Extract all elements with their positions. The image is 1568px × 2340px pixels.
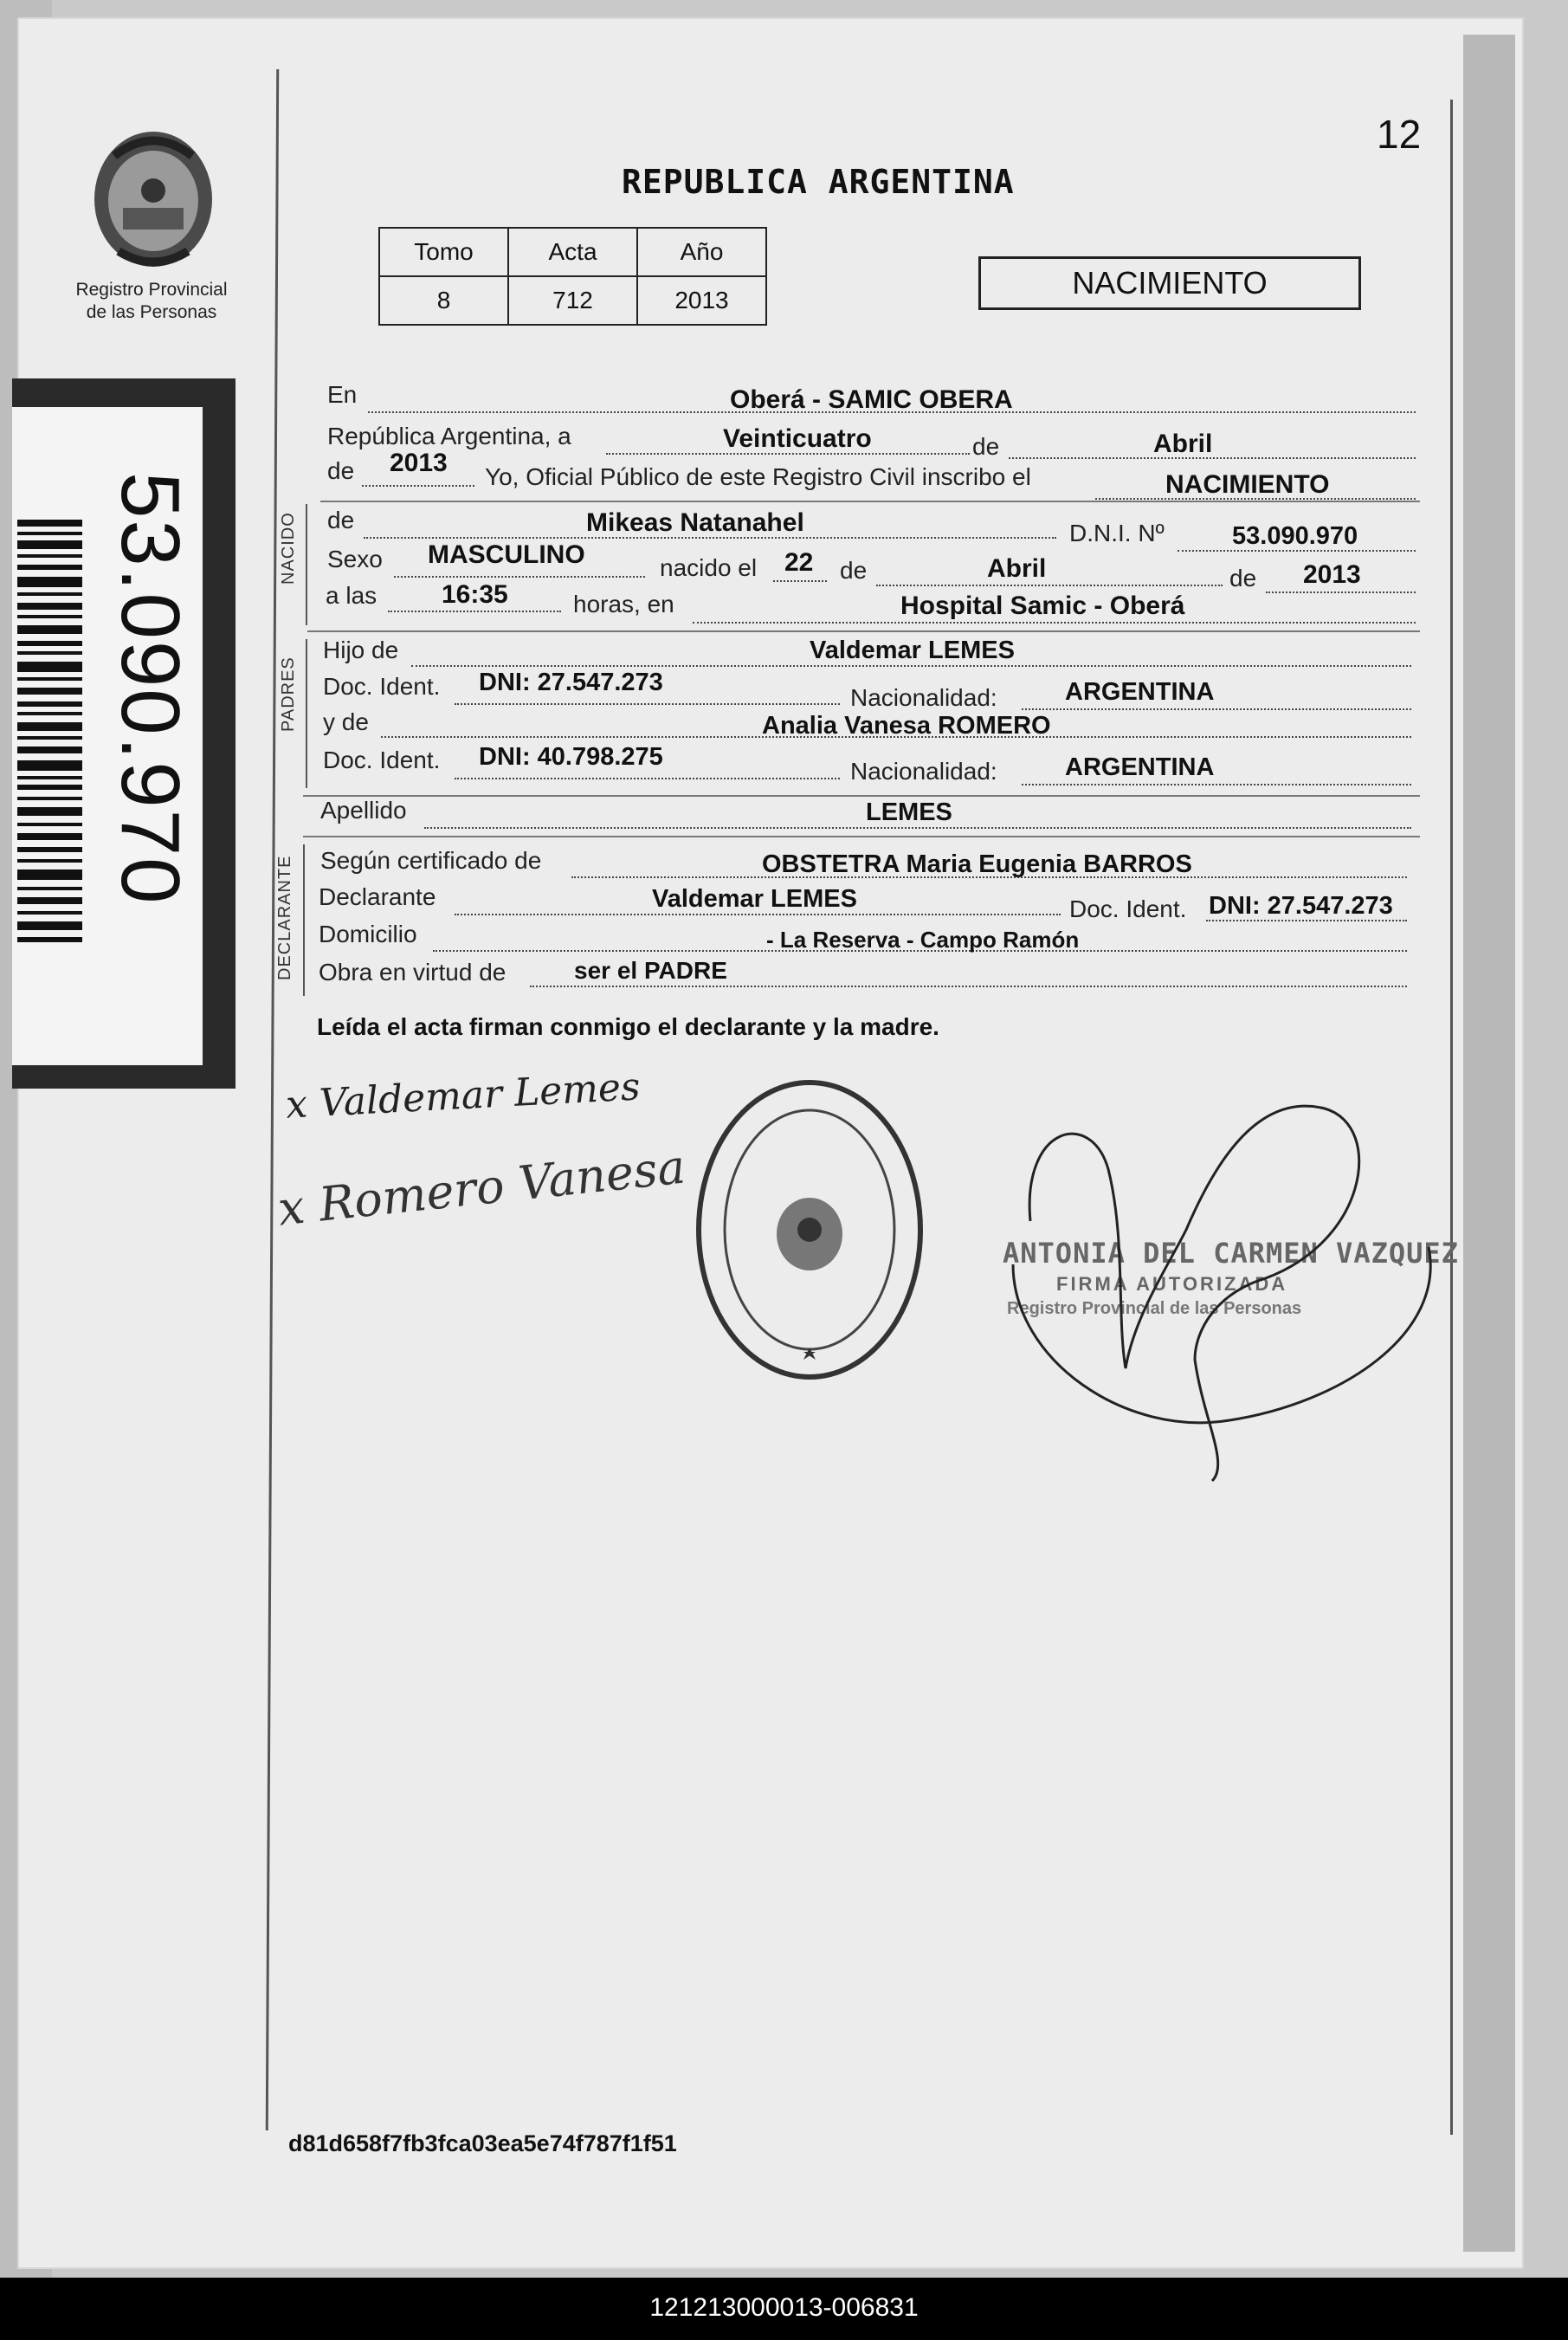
barcode-number: 53.090.970 — [104, 472, 197, 906]
fill-line — [388, 611, 561, 612]
value-sexo: MASCULINO — [428, 540, 585, 569]
label-doc-ident3: Doc. Ident. — [1069, 895, 1187, 922]
label-republica: República Argentina, a — [327, 423, 571, 449]
side-label-nacido: NACIDO — [279, 512, 298, 585]
value-lugar-nac: Hospital Samic - Oberá — [900, 591, 1185, 620]
label-de2: de — [840, 557, 868, 584]
record-table-header: Año — [637, 228, 766, 276]
label-de3: de — [1229, 565, 1257, 591]
value-certificado: OBSTETRA Maria Eugenia BARROS — [762, 850, 1192, 878]
label-apellido: Apellido — [320, 797, 407, 824]
value-anio: 2013 — [390, 449, 448, 477]
value-nombre: Mikeas Natanahel — [586, 508, 804, 537]
fill-line — [411, 665, 1411, 667]
value-declarante-doc: DNI: 27.547.273 — [1209, 892, 1393, 920]
label-oficial: Yo, Oficial Público de este Registro Civil inscribo el — [485, 463, 1031, 490]
fill-line — [1022, 708, 1411, 710]
label-en: En — [327, 381, 358, 408]
label-segun: Según certificado de — [320, 847, 542, 874]
record-table — [378, 227, 767, 326]
signature-declarante: x Valdemar Lemes — [284, 1064, 642, 1128]
side-label-padres: PADRES — [279, 656, 298, 732]
label-nacionalidad2: Nacionalidad: — [850, 758, 997, 785]
value-declarante: Valdemar LEMES — [652, 885, 857, 913]
value-tipo: NACIMIENTO — [1165, 470, 1330, 499]
value-anio-nac: 2013 — [1303, 560, 1361, 589]
fill-line — [773, 580, 827, 582]
value-dia-nac: 22 — [784, 548, 814, 577]
label-declarante: Declarante — [319, 883, 436, 910]
value-mes: Abril — [1153, 430, 1213, 458]
official-org: Registro Provincial de las Personas — [1007, 1299, 1302, 1318]
registry-name-line2: de las Personas — [86, 302, 217, 322]
divider — [303, 836, 1420, 837]
value-hora: 16:35 — [442, 580, 508, 609]
registry-name-line1: Registro Provincial — [75, 280, 228, 300]
official-signature — [996, 1074, 1446, 1490]
value-padre-doc: DNI: 27.547.273 — [479, 669, 663, 696]
value-mes-nac: Abril — [987, 554, 1047, 583]
label-nacido-el: nacido el — [660, 554, 758, 581]
value-padre-nac: ARGENTINA — [1065, 678, 1215, 706]
label-horas-en: horas, en — [573, 591, 674, 617]
fill-line — [1266, 591, 1416, 593]
registry-stamp-icon — [693, 1074, 926, 1386]
page-right-edge — [1463, 35, 1515, 2252]
fill-line — [455, 778, 840, 779]
value-lugar: Oberá - SAMIC OBERA — [730, 385, 1013, 414]
label-obra: Obra en virtud de — [319, 959, 507, 986]
page-number: 12 — [1377, 112, 1422, 157]
official-role: FIRMA AUTORIZADA — [1056, 1273, 1288, 1295]
fill-line — [455, 703, 840, 705]
label-y-de: y de — [323, 708, 369, 735]
document-hash: d81d658f7fb3fca03ea5e74f787f1f51 — [288, 2130, 677, 2156]
label-doc-ident1: Doc. Ident. — [323, 673, 441, 700]
label-sexo: Sexo — [327, 546, 383, 572]
value-padre: Valdemar LEMES — [810, 637, 1015, 664]
value-dia-texto: Veinticuatro — [723, 424, 872, 453]
fill-line — [424, 827, 1411, 829]
label-de: de — [972, 433, 1000, 460]
value-obra: ser el PADRE — [574, 957, 727, 984]
fill-line — [394, 576, 645, 578]
fill-line — [1022, 784, 1411, 785]
label-doc-ident2: Doc. Ident. — [323, 747, 441, 773]
label-de-year: de — [327, 457, 355, 484]
divider — [320, 501, 1420, 502]
closing-statement: Leída el acta firman conmigo el declarante y la madre. — [317, 1013, 939, 1040]
page-title: REPUBLICA ARGENTINA — [622, 163, 1015, 201]
record-table-cell: 8 — [379, 276, 508, 325]
record-type-box: NACIMIENTO — [978, 256, 1361, 310]
record-table-header: Tomo — [379, 228, 508, 276]
value-madre: Analia Vanesa ROMERO — [762, 712, 1051, 740]
nacido-bracket — [306, 504, 307, 625]
label-domicilio: Domicilio — [319, 921, 417, 947]
fill-line — [530, 986, 1407, 987]
fill-line — [362, 485, 474, 487]
label-de-name: de — [327, 507, 355, 533]
declarante-bracket — [303, 844, 305, 996]
side-label-declarante: DECLARANTE — [275, 855, 294, 980]
record-table-cell: 712 — [508, 276, 637, 325]
value-domicilio: - La Reserva - Campo Ramón — [766, 927, 1080, 953]
right-margin-line — [1450, 100, 1453, 2135]
fill-line — [876, 585, 1223, 586]
label-dni: D.N.I. Nº — [1069, 520, 1165, 546]
official-name: ANTONIA DEL CARMEN VAZQUEZ — [1003, 1237, 1459, 1270]
label-nacionalidad1: Nacionalidad: — [850, 684, 997, 711]
record-table-header: Acta — [508, 228, 637, 276]
padres-bracket — [306, 639, 307, 788]
signature-madre: x Romero Vanesa — [275, 1139, 688, 1237]
value-madre-doc: DNI: 40.798.275 — [479, 743, 663, 771]
fill-line — [693, 622, 1416, 624]
divider — [303, 795, 1420, 797]
record-table-cell: 2013 — [637, 276, 766, 325]
value-madre-nac: ARGENTINA — [1065, 753, 1215, 781]
barcode-icon — [17, 520, 87, 953]
provincial-seal-icon — [80, 121, 227, 277]
label-hijo-de: Hijo de — [323, 637, 399, 663]
label-a-las: a las — [326, 582, 377, 609]
value-dni: 53.090.970 — [1232, 522, 1358, 550]
divider — [307, 630, 1420, 632]
scan-id: 121213000013-006831 — [649, 2293, 919, 2322]
fill-line — [455, 914, 1061, 915]
value-apellido: LEMES — [866, 798, 952, 826]
